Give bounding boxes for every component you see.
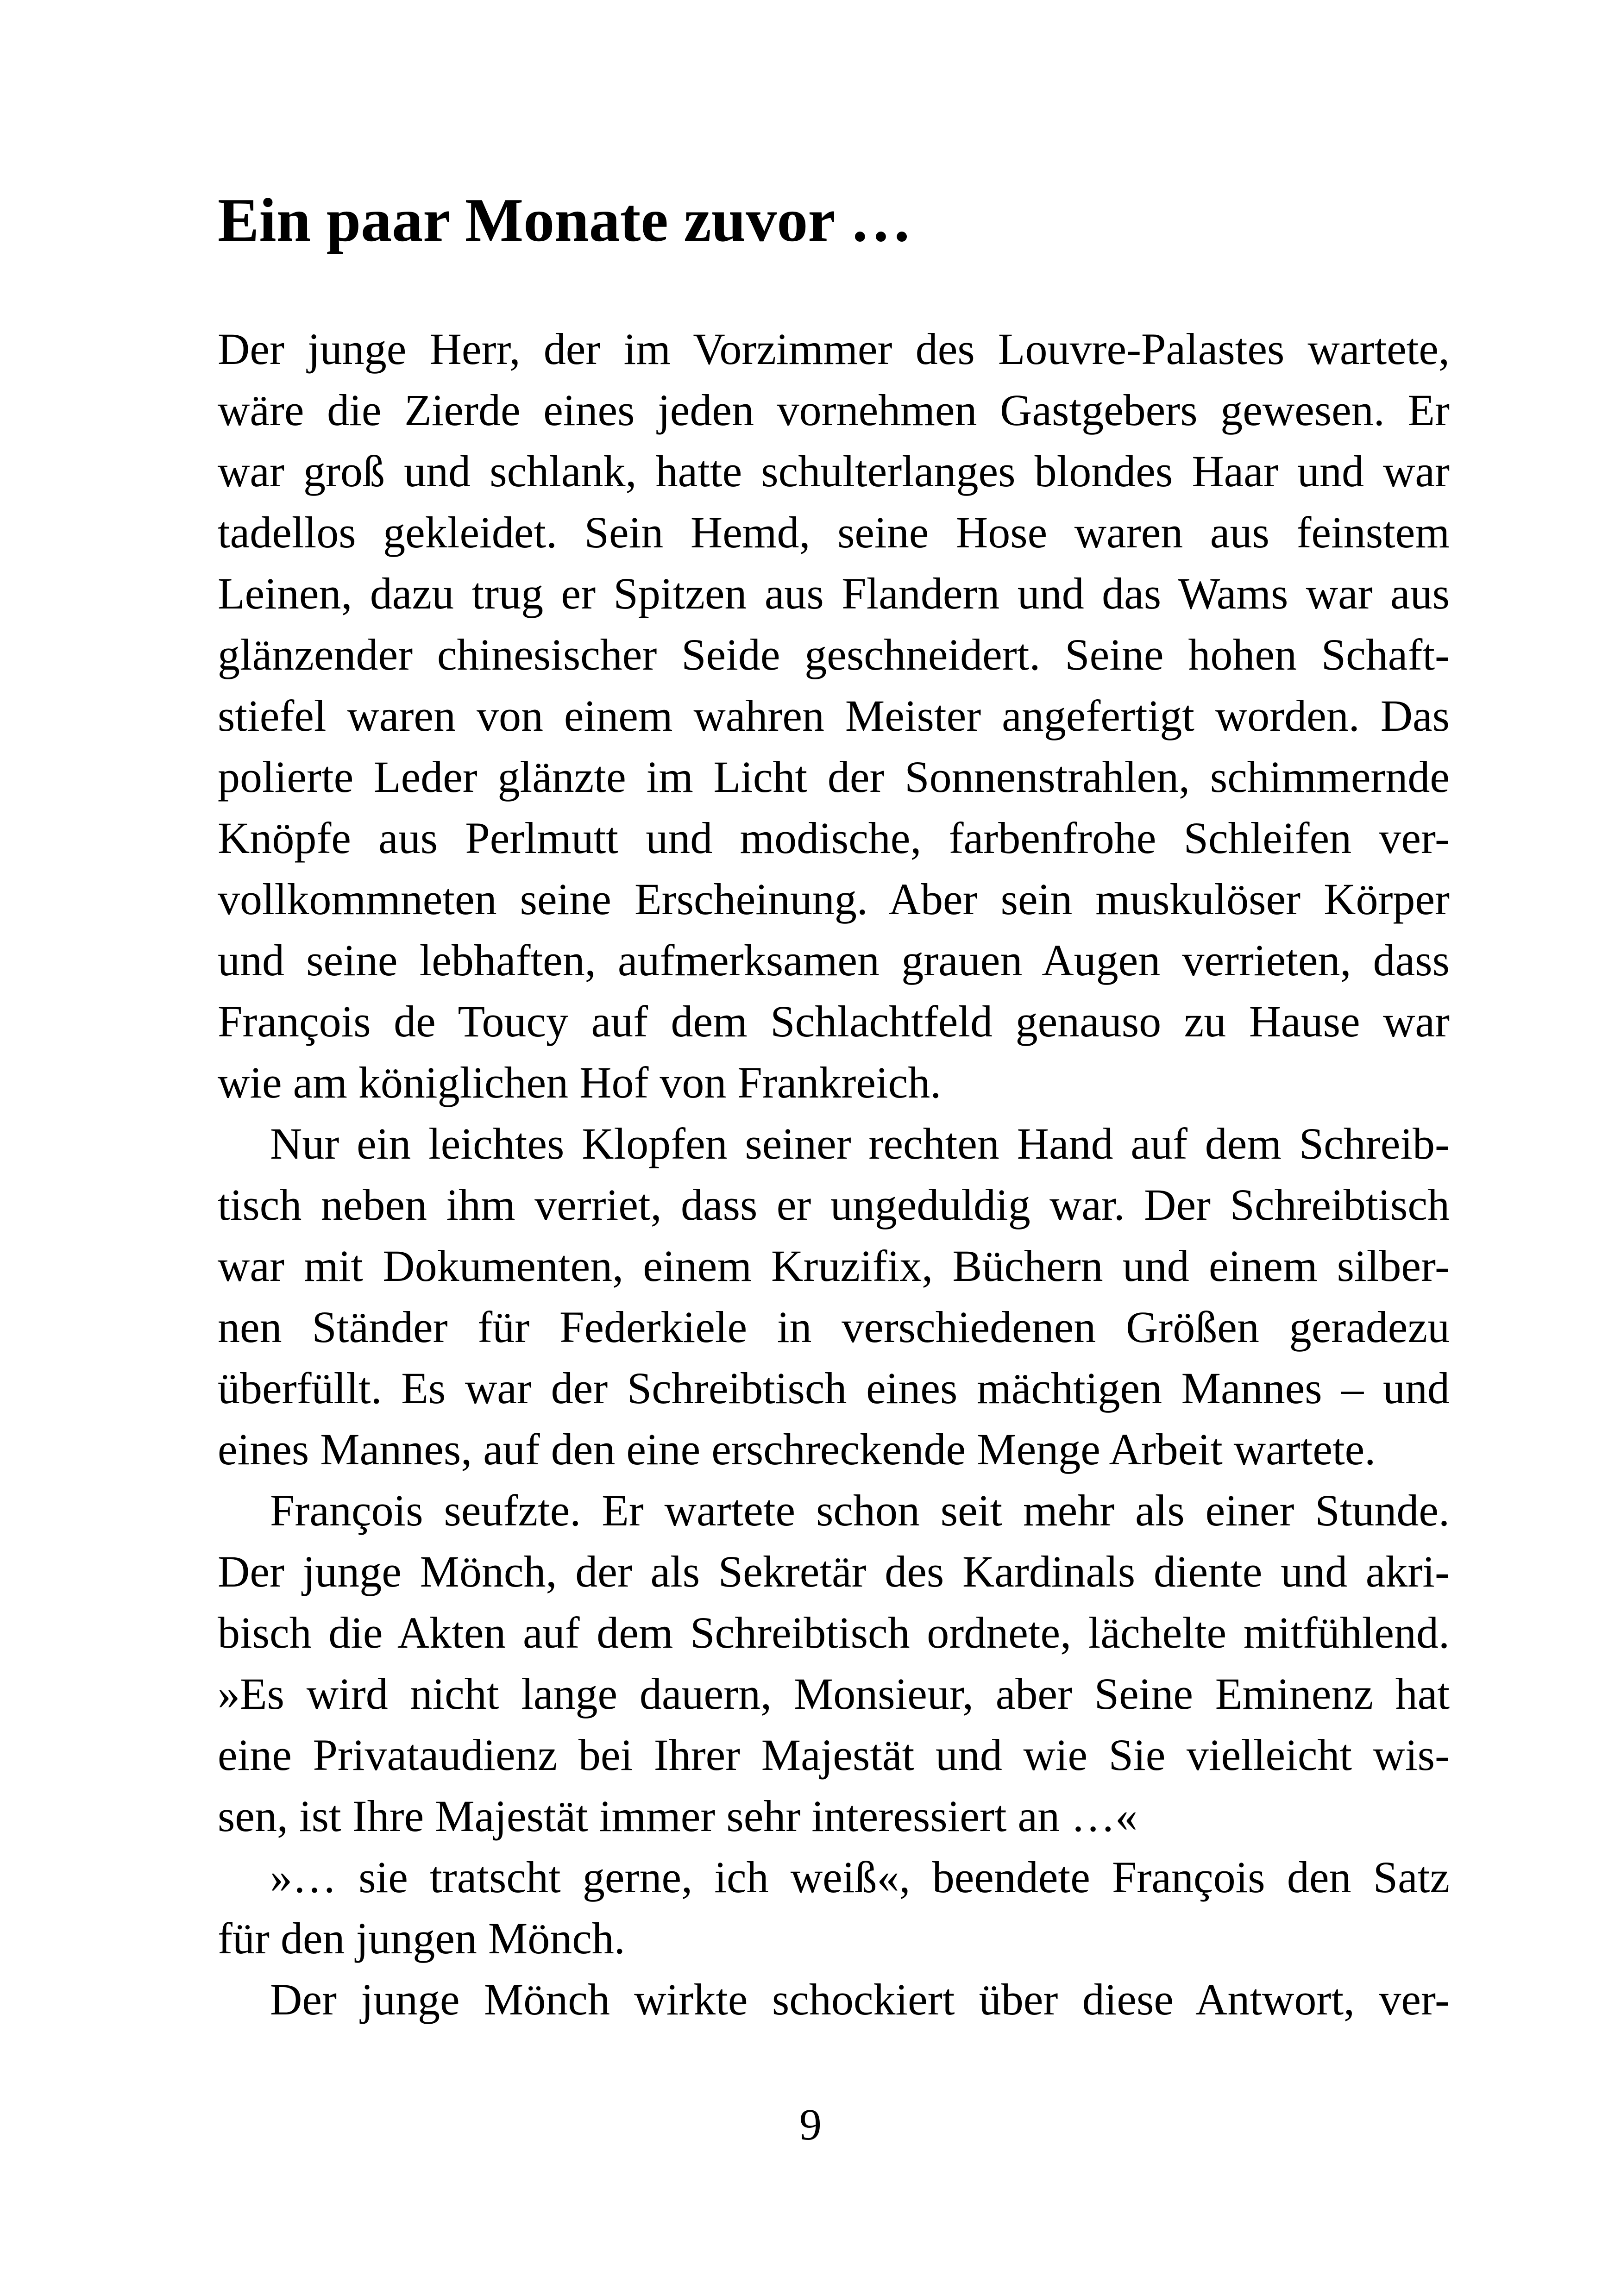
text-line: eines Mannes, auf den eine erschreckende Menge Arbeit wartete. [218, 1424, 1376, 1474]
body-text [218, 319, 1450, 2030]
text-line: polierte Leder glänzte im Licht der Sonnenstrahlen, schimmernde [218, 752, 1450, 802]
text-line: überfüllt. Es war der Schreibtisch eines mächtigen Mannes – und [218, 1363, 1450, 1413]
paragraph-2 [218, 1113, 1450, 1480]
paragraph-5 [218, 1969, 1450, 2030]
text-line: vollkommneten seine Erscheinung. Aber sein muskulöser Körper [218, 874, 1450, 924]
text-line: »… sie tratscht gerne, ich weiß«, beendete François den Satz [270, 1852, 1450, 1902]
text-line: François seufzte. Er wartete schon seit mehr als einer Stunde. [270, 1486, 1450, 1535]
text-line: und seine lebhaften, aufmerksamen grauen Augen verrieten, dass [218, 935, 1450, 985]
text-line: für den jungen Mönch. [218, 1913, 625, 1963]
text-line: bisch die Akten auf dem Schreibtisch ordnete, lächelte mitfühlend. [218, 1608, 1450, 1657]
paragraph-1 [218, 319, 1450, 1113]
text-line: glänzender chinesischer Seide geschneidert. Seine hohen Schaft- [218, 630, 1450, 679]
text-line: Knöpfe aus Perlmutt und modische, farbenfrohe Schleifen ver- [218, 813, 1450, 863]
text-line: eine Privataudienz bei Ihrer Majestät und wie Sie vielleicht wis- [218, 1730, 1450, 1780]
text-line: tisch neben ihm verriet, dass er ungeduldig war. Der Schreibtisch [218, 1180, 1450, 1230]
text-line: wäre die Zierde eines jeden vornehmen Gastgebers gewesen. Er [218, 385, 1450, 435]
text-line: tadellos gekleidet. Sein Hemd, seine Hose waren aus feinstem [218, 508, 1450, 557]
text-line: Der junge Mönch wirkte schockiert über diese Antwort, ver- [270, 1975, 1450, 2024]
text-line: »Es wird nicht lange dauern, Monsieur, aber Seine Eminenz hat [218, 1669, 1450, 1719]
text-line: Der junge Herr, der im Vorzimmer des Louvre-Palastes wartete, [218, 324, 1450, 374]
text-line: François de Toucy auf dem Schlachtfeld genauso zu Hause war [218, 997, 1450, 1046]
chapter-title: Ein paar Monate zuvor … [218, 186, 912, 254]
text-line: stiefel waren von einem wahren Meister angefertigt worden. Das [218, 691, 1450, 740]
paragraph-4 [218, 1847, 1450, 1969]
text-line: Leinen, dazu trug er Spitzen aus Flandern und das Wams war aus [218, 569, 1450, 618]
page-number: 9 [799, 2100, 822, 2149]
text-line: war groß und schlank, hatte schulterlanges blondes Haar und war [218, 446, 1450, 496]
text-line: Der junge Mönch, der als Sekretär des Kardinals diente und akri- [218, 1547, 1450, 1596]
paragraph-3 [218, 1480, 1450, 1847]
text-line: nen Ständer für Federkiele in verschiedenen Größen geradezu [218, 1302, 1450, 1352]
text-line: Nur ein leichtes Klopfen seiner rechten Hand auf dem Schreib- [270, 1119, 1450, 1168]
text-line: sen, ist Ihre Majestät immer sehr interessiert an …« [218, 1791, 1138, 1841]
text-line: war mit Dokumenten, einem Kruzifix, Büchern und einem silber- [218, 1241, 1450, 1291]
text-line: wie am königlichen Hof von Frankreich. [218, 1058, 942, 1107]
